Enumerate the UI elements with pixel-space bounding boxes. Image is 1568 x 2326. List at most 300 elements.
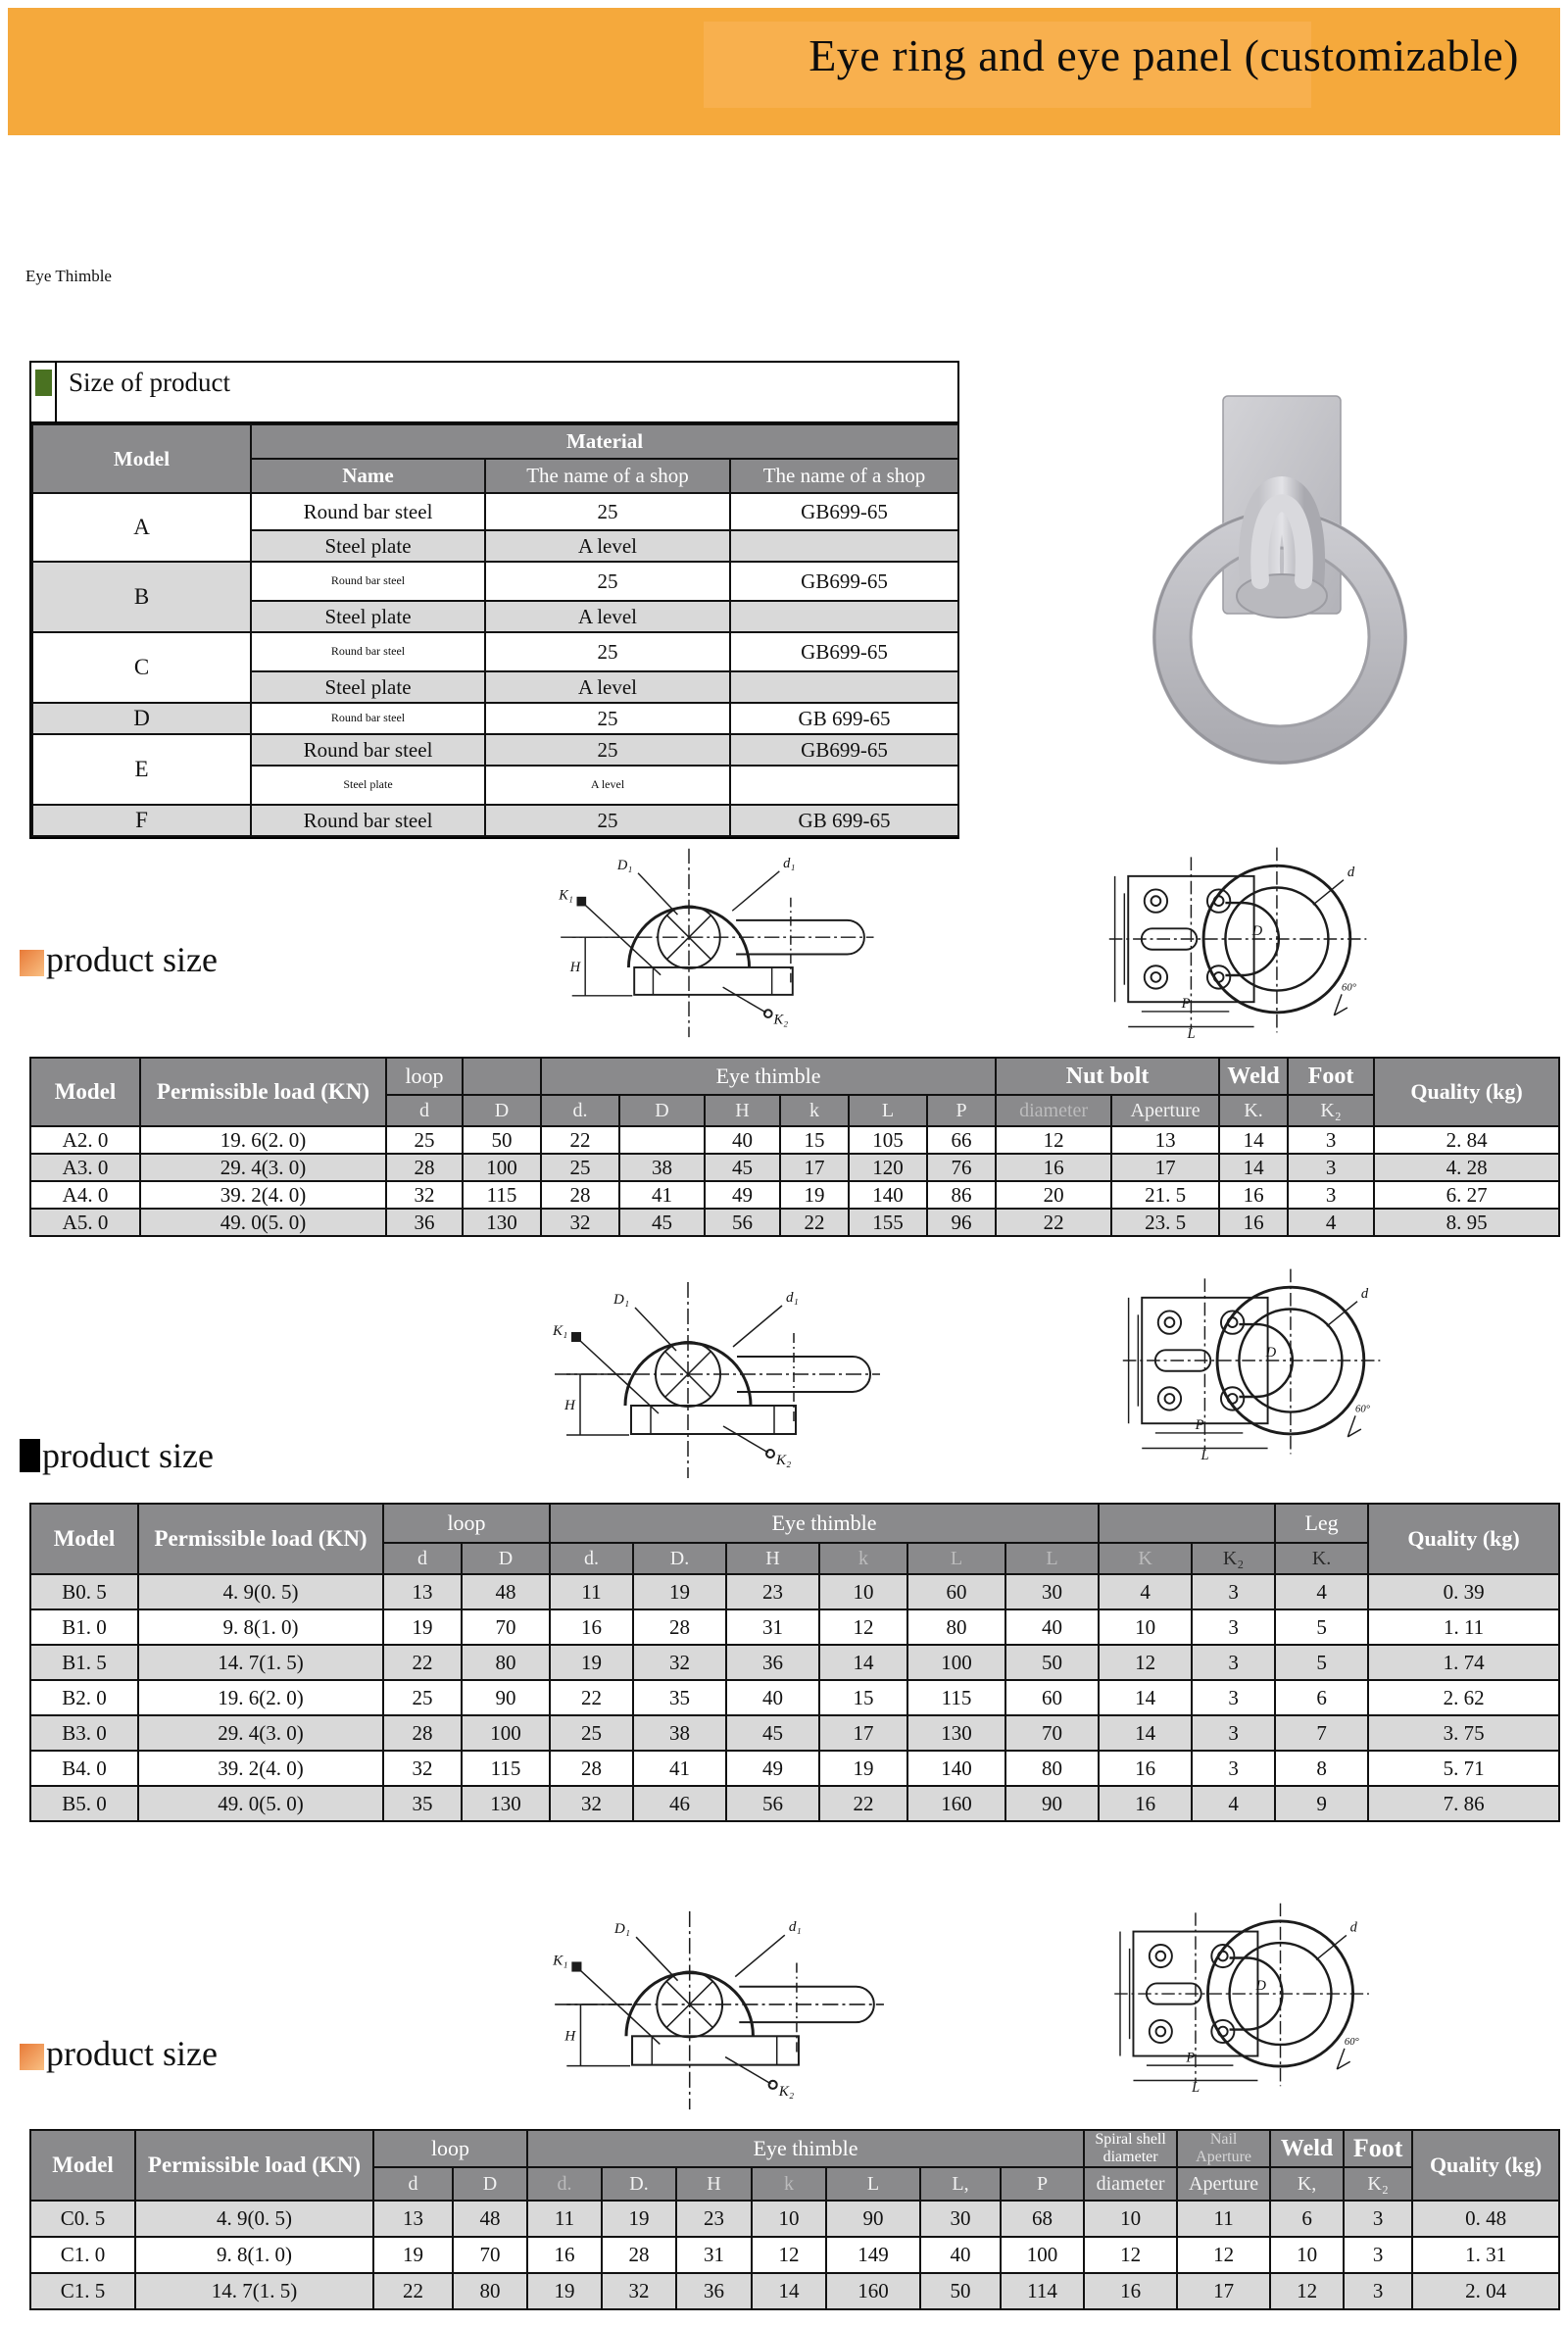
table-row bbox=[30, 1751, 1559, 1786]
value-cell: 80 bbox=[453, 2273, 527, 2309]
value-cell: 32 bbox=[550, 1786, 633, 1821]
value-cell: 96 bbox=[927, 1209, 996, 1236]
size-of-product-title: Size of product bbox=[69, 368, 230, 397]
value-cell: 9. 8(1. 0) bbox=[135, 2237, 373, 2273]
table-row bbox=[32, 632, 958, 671]
sub-column-header: H bbox=[705, 1095, 780, 1126]
spec-table-b-models bbox=[29, 1503, 1560, 1822]
value-cell: 22 bbox=[541, 1126, 619, 1154]
sub-column-header: K₂ bbox=[1344, 2167, 1412, 2201]
value-cell: Round bar steel bbox=[251, 493, 485, 530]
value-cell: Round bar steel bbox=[251, 632, 485, 671]
table-row bbox=[32, 734, 958, 766]
value-cell: 50 bbox=[463, 1126, 541, 1154]
dim-label-d1-lower: d₁ bbox=[788, 1918, 802, 1936]
value-cell: 7 bbox=[1275, 1715, 1368, 1751]
value-cell: 68 bbox=[1001, 2201, 1084, 2237]
technical-drawing-front-view bbox=[1102, 1896, 1386, 2094]
value-cell: 21. 5 bbox=[1111, 1181, 1219, 1209]
value-cell: 3 bbox=[1344, 2237, 1412, 2273]
value-cell: 16 bbox=[996, 1154, 1111, 1181]
value-cell: 12 bbox=[819, 1609, 907, 1645]
value-cell: 115 bbox=[463, 1181, 541, 1209]
table-row bbox=[30, 1645, 1559, 1680]
value-cell: 100 bbox=[463, 1154, 541, 1181]
value-cell: 14 bbox=[752, 2273, 826, 2309]
group-header bbox=[463, 1058, 541, 1095]
value-cell: 40 bbox=[705, 1126, 780, 1154]
value-cell: 9. 8(1. 0) bbox=[138, 1609, 383, 1645]
value-cell: 20 bbox=[996, 1181, 1111, 1209]
sub-column-header: d bbox=[386, 1095, 463, 1126]
permissible-load-header: Permissible load (KN) bbox=[135, 2130, 373, 2201]
value-cell: 14. 7(1. 5) bbox=[138, 1645, 383, 1680]
value-cell: 56 bbox=[726, 1786, 819, 1821]
value-cell: 160 bbox=[907, 1786, 1005, 1821]
group-header: Weld bbox=[1270, 2130, 1344, 2167]
table-row bbox=[30, 1786, 1559, 1821]
black-square-icon bbox=[20, 1439, 40, 1472]
value-cell: 4 bbox=[1275, 1574, 1368, 1609]
value-cell: 3 bbox=[1344, 2201, 1412, 2237]
value-cell: 45 bbox=[726, 1715, 819, 1751]
quality-header: Quality (kg) bbox=[1412, 2130, 1559, 2201]
value-cell: 3 bbox=[1192, 1751, 1275, 1786]
value-cell: 28 bbox=[633, 1609, 726, 1645]
value-cell: 25 bbox=[485, 703, 730, 734]
value-cell: 45 bbox=[705, 1154, 780, 1181]
value-cell: 28 bbox=[602, 2237, 676, 2273]
value-cell: GB699-65 bbox=[730, 632, 958, 671]
value-cell: 1. 11 bbox=[1368, 1609, 1559, 1645]
value-cell: 130 bbox=[462, 1786, 550, 1821]
group-header bbox=[1099, 1504, 1275, 1543]
value-cell: 50 bbox=[1005, 1645, 1099, 1680]
dim-label-k2: K₂ bbox=[773, 1012, 789, 1028]
value-cell: 14 bbox=[819, 1645, 907, 1680]
value-cell: 8 bbox=[1275, 1751, 1368, 1786]
value-cell: 120 bbox=[849, 1154, 927, 1181]
table-row bbox=[32, 562, 958, 601]
dim-label-D: D bbox=[1255, 1978, 1266, 1995]
value-cell: 9 bbox=[1275, 1786, 1368, 1821]
value-cell: 7. 86 bbox=[1368, 1786, 1559, 1821]
value-cell: 28 bbox=[383, 1715, 462, 1751]
value-cell: 36 bbox=[386, 1209, 463, 1236]
sub-column-header: D. bbox=[633, 1543, 726, 1574]
value-cell: 140 bbox=[907, 1751, 1005, 1786]
spec-table-a-models bbox=[29, 1057, 1560, 1237]
value-cell: 45 bbox=[619, 1209, 705, 1236]
value-cell: 32 bbox=[633, 1645, 726, 1680]
value-cell: 23. 5 bbox=[1111, 1209, 1219, 1236]
technical-drawing-side-view bbox=[541, 1264, 886, 1494]
dim-label-d1-upper: D₁ bbox=[613, 1292, 630, 1308]
value-cell: 22 bbox=[819, 1786, 907, 1821]
value-cell: 86 bbox=[927, 1181, 996, 1209]
value-cell: 11 bbox=[1177, 2201, 1270, 2237]
value-cell: 10 bbox=[1270, 2237, 1344, 2273]
value-cell: 10 bbox=[819, 1574, 907, 1609]
value-cell: 28 bbox=[550, 1751, 633, 1786]
model-cell: B bbox=[32, 562, 251, 632]
dim-label-h: H bbox=[564, 1398, 575, 1413]
shop-header: The name of a shop bbox=[730, 459, 958, 493]
value-cell: 10 bbox=[752, 2201, 826, 2237]
model-column-header: Model bbox=[30, 1504, 138, 1574]
value-cell: 5 bbox=[1275, 1645, 1368, 1680]
quality-header: Quality (kg) bbox=[1368, 1504, 1559, 1574]
value-cell: 25 bbox=[485, 805, 730, 836]
value-cell: 22 bbox=[780, 1209, 849, 1236]
model-cell: B3. 0 bbox=[30, 1715, 138, 1751]
value-cell: 22 bbox=[550, 1680, 633, 1715]
value-cell: 14 bbox=[1219, 1126, 1288, 1154]
value-cell: 36 bbox=[676, 2273, 752, 2309]
table-row bbox=[30, 1574, 1559, 1609]
value-cell: 140 bbox=[849, 1181, 927, 1209]
value-cell: 40 bbox=[1005, 1609, 1099, 1645]
value-cell: 25 bbox=[541, 1154, 619, 1181]
group-header: Foot bbox=[1288, 1058, 1374, 1095]
value-cell: 12 bbox=[1270, 2273, 1344, 2309]
value-cell: 13 bbox=[1111, 1126, 1219, 1154]
value-cell: 76 bbox=[927, 1154, 996, 1181]
dim-label-k2: K₂ bbox=[778, 2082, 795, 2100]
value-cell: 1. 74 bbox=[1368, 1645, 1559, 1680]
subtitle-eye-thimble: Eye Thimble bbox=[25, 267, 112, 285]
value-cell: 39. 2(4. 0) bbox=[138, 1751, 383, 1786]
value-cell: 25 bbox=[485, 493, 730, 530]
model-cell: A2. 0 bbox=[30, 1126, 140, 1154]
value-cell: 19 bbox=[819, 1751, 907, 1786]
value-cell bbox=[730, 766, 958, 805]
dim-label-P: P bbox=[1195, 1417, 1204, 1434]
value-cell: 40 bbox=[920, 2237, 1001, 2273]
sub-column-header: L bbox=[849, 1095, 927, 1126]
product-photo bbox=[1137, 384, 1423, 776]
value-cell: 38 bbox=[619, 1154, 705, 1181]
value-cell: 60 bbox=[907, 1574, 1005, 1609]
dim-label-h: H bbox=[569, 959, 581, 975]
value-cell: 115 bbox=[462, 1751, 550, 1786]
value-cell: 28 bbox=[386, 1154, 463, 1181]
value-cell: 49. 0(5. 0) bbox=[138, 1786, 383, 1821]
model-cell: C bbox=[32, 632, 251, 703]
material-header: Material bbox=[251, 424, 958, 459]
size-of-product-block bbox=[29, 361, 959, 839]
group-header: Eye thimble bbox=[541, 1058, 996, 1095]
value-cell: 19 bbox=[602, 2201, 676, 2237]
technical-drawing-front-view bbox=[1102, 839, 1378, 1041]
name-header: Name bbox=[251, 459, 485, 493]
value-cell: 22 bbox=[996, 1209, 1111, 1236]
model-cell: B1. 0 bbox=[30, 1609, 138, 1645]
dim-label-d: d bbox=[1347, 864, 1355, 880]
technical-drawing-front-view bbox=[1115, 1261, 1392, 1462]
orange-square-icon bbox=[20, 2044, 44, 2070]
dim-label-angle: 60° bbox=[1344, 2036, 1359, 2048]
value-cell: 4. 9(0. 5) bbox=[138, 1574, 383, 1609]
value-cell: 23 bbox=[676, 2201, 752, 2237]
value-cell: 19 bbox=[383, 1609, 462, 1645]
value-cell: A level bbox=[485, 671, 730, 703]
value-cell: 70 bbox=[453, 2237, 527, 2273]
dim-label-angle: 60° bbox=[1342, 981, 1357, 994]
model-cell: B1. 5 bbox=[30, 1645, 138, 1680]
value-cell bbox=[730, 601, 958, 632]
value-cell: A level bbox=[485, 601, 730, 632]
sub-column-header: d. bbox=[541, 1095, 619, 1126]
dim-label-L: L bbox=[1187, 1026, 1196, 1041]
dim-label-P: P bbox=[1186, 2050, 1196, 2066]
value-cell: 49. 0(5. 0) bbox=[140, 1209, 386, 1236]
value-cell: 130 bbox=[463, 1209, 541, 1236]
value-cell: 30 bbox=[1005, 1574, 1099, 1609]
value-cell: 25 bbox=[550, 1715, 633, 1751]
value-cell: 25 bbox=[383, 1680, 462, 1715]
dim-label-k2: K₂ bbox=[776, 1453, 792, 1468]
value-cell: 6 bbox=[1275, 1680, 1368, 1715]
sub-column-header: L, bbox=[920, 2167, 1001, 2201]
technical-drawing-side-view bbox=[541, 843, 886, 1041]
table-row bbox=[32, 493, 958, 530]
value-cell: 6 bbox=[1270, 2201, 1344, 2237]
value-cell: 11 bbox=[550, 1574, 633, 1609]
table-row bbox=[30, 2201, 1559, 2237]
value-cell bbox=[730, 671, 958, 703]
value-cell: 19 bbox=[550, 1645, 633, 1680]
dim-label-angle: 60° bbox=[1355, 1403, 1371, 1415]
dim-label-d: d bbox=[1360, 1285, 1369, 1302]
eye-ring-photo-graphic bbox=[1137, 384, 1423, 776]
value-cell: Round bar steel bbox=[251, 703, 485, 734]
value-cell: 4 bbox=[1288, 1209, 1374, 1236]
sub-column-header: L bbox=[826, 2167, 920, 2201]
sub-column-header: P bbox=[1001, 2167, 1084, 2201]
value-cell: 49 bbox=[705, 1181, 780, 1209]
group-header-line: diameter bbox=[1102, 2149, 1158, 2165]
value-cell: 46 bbox=[633, 1786, 726, 1821]
value-cell: 16 bbox=[1099, 1751, 1192, 1786]
value-cell: Steel plate bbox=[251, 671, 485, 703]
sub-column-header: D bbox=[462, 1543, 550, 1574]
value-cell: 16 bbox=[1219, 1209, 1288, 1236]
sub-column-header: D bbox=[453, 2167, 527, 2201]
model-cell: C1. 0 bbox=[30, 2237, 135, 2273]
sub-column-header: k bbox=[752, 2167, 826, 2201]
value-cell: 4 bbox=[1192, 1786, 1275, 1821]
value-cell: A level bbox=[485, 530, 730, 562]
group-header-line: Nail bbox=[1209, 2131, 1238, 2148]
value-cell: 29. 4(3. 0) bbox=[138, 1715, 383, 1751]
model-cell: A bbox=[32, 493, 251, 562]
model-column-header: Model bbox=[30, 2130, 135, 2201]
value-cell: 8. 95 bbox=[1374, 1209, 1559, 1236]
sub-column-header: L bbox=[1005, 1543, 1099, 1574]
model-cell: A4. 0 bbox=[30, 1181, 140, 1209]
value-cell: 39. 2(4. 0) bbox=[140, 1181, 386, 1209]
size-title-row bbox=[31, 363, 957, 423]
technical-drawing-side-view bbox=[541, 1902, 890, 2117]
value-cell: 10 bbox=[1084, 2201, 1177, 2237]
table-row bbox=[30, 1126, 1559, 1154]
sub-column-header: diameter bbox=[996, 1095, 1111, 1126]
sub-column-header: K. bbox=[1275, 1543, 1368, 1574]
value-cell: 155 bbox=[849, 1209, 927, 1236]
value-cell: 35 bbox=[383, 1786, 462, 1821]
value-cell: 80 bbox=[462, 1645, 550, 1680]
value-cell: 90 bbox=[1005, 1786, 1099, 1821]
value-cell: 3 bbox=[1288, 1181, 1374, 1209]
sub-column-header: k bbox=[780, 1095, 849, 1126]
value-cell: 15 bbox=[780, 1126, 849, 1154]
value-cell: 17 bbox=[1111, 1154, 1219, 1181]
value-cell: 19 bbox=[633, 1574, 726, 1609]
value-cell: 80 bbox=[1005, 1751, 1099, 1786]
value-cell: Round bar steel bbox=[251, 562, 485, 601]
value-cell: 31 bbox=[726, 1609, 819, 1645]
sub-column-header: P bbox=[927, 1095, 996, 1126]
model-cell: F bbox=[32, 805, 251, 836]
dim-label-k1: K₁ bbox=[553, 1952, 568, 1969]
sub-column-header: K₂ bbox=[1288, 1095, 1374, 1126]
sub-column-header: k bbox=[819, 1543, 907, 1574]
dim-label-h: H bbox=[564, 2027, 576, 2045]
model-cell: B2. 0 bbox=[30, 1680, 138, 1715]
value-cell: Steel plate bbox=[251, 601, 485, 632]
value-cell: 66 bbox=[927, 1126, 996, 1154]
group-header-line: Aperture bbox=[1196, 2149, 1252, 2165]
dim-label-k1: K₁ bbox=[559, 887, 573, 904]
group-header: loop bbox=[373, 2130, 527, 2167]
sub-column-header: D. bbox=[602, 2167, 676, 2201]
value-cell: 25 bbox=[485, 562, 730, 601]
value-cell: 3 bbox=[1288, 1154, 1374, 1181]
group-header: loop bbox=[386, 1058, 463, 1095]
dim-label-L: L bbox=[1192, 2080, 1200, 2094]
value-cell: 130 bbox=[907, 1715, 1005, 1751]
value-cell: 14 bbox=[1219, 1154, 1288, 1181]
table-row bbox=[30, 1181, 1559, 1209]
group-header: Weld bbox=[1219, 1058, 1288, 1095]
value-cell: 14 bbox=[1099, 1715, 1192, 1751]
value-cell bbox=[730, 530, 958, 562]
shop-header: The name of a shop bbox=[485, 459, 730, 493]
value-cell: 32 bbox=[541, 1209, 619, 1236]
value-cell: 3 bbox=[1344, 2273, 1412, 2309]
table-row bbox=[30, 2273, 1559, 2309]
value-cell: 36 bbox=[726, 1645, 819, 1680]
value-cell: 49 bbox=[726, 1751, 819, 1786]
sub-column-header: L bbox=[907, 1543, 1005, 1574]
value-cell: Steel plate bbox=[251, 530, 485, 562]
model-cell: B4. 0 bbox=[30, 1751, 138, 1786]
value-cell: 149 bbox=[826, 2237, 920, 2273]
value-cell: 56 bbox=[705, 1209, 780, 1236]
value-cell: 19 bbox=[373, 2237, 453, 2273]
value-cell: 2. 84 bbox=[1374, 1126, 1559, 1154]
group-header: Foot bbox=[1344, 2130, 1412, 2167]
dim-label-d1-upper: D₁ bbox=[616, 857, 633, 873]
model-cell: C0. 5 bbox=[30, 2201, 135, 2237]
size-of-product-table bbox=[31, 423, 959, 837]
dim-label-d1-lower: d₁ bbox=[783, 856, 796, 872]
sub-column-header: Aperture bbox=[1111, 1095, 1219, 1126]
spec-table-c-models bbox=[29, 2129, 1560, 2310]
value-cell: GB699-65 bbox=[730, 734, 958, 766]
value-cell: GB699-65 bbox=[730, 562, 958, 601]
value-cell: 115 bbox=[907, 1680, 1005, 1715]
dim-label-D: D bbox=[1251, 923, 1263, 940]
value-cell: 16 bbox=[1219, 1181, 1288, 1209]
permissible-load-header: Permissible load (KN) bbox=[138, 1504, 383, 1574]
value-cell: 11 bbox=[527, 2201, 602, 2237]
sub-column-header: K₂ bbox=[1192, 1543, 1275, 1574]
value-cell: 48 bbox=[462, 1574, 550, 1609]
dim-label-d: d bbox=[1349, 1919, 1357, 1936]
group-header bbox=[1177, 2130, 1270, 2167]
group-header: loop bbox=[383, 1504, 550, 1543]
value-cell: 14 bbox=[1099, 1680, 1192, 1715]
table-row bbox=[30, 1680, 1559, 1715]
sub-column-header: d bbox=[383, 1543, 462, 1574]
dim-label-d1-upper: D₁ bbox=[613, 1920, 631, 1938]
table-row bbox=[32, 805, 958, 836]
group-header: Nut bolt bbox=[996, 1058, 1219, 1095]
value-cell: 41 bbox=[633, 1751, 726, 1786]
value-cell: 17 bbox=[780, 1154, 849, 1181]
value-cell: 38 bbox=[633, 1715, 726, 1751]
sub-column-header: d. bbox=[527, 2167, 602, 2201]
value-cell: 22 bbox=[373, 2273, 453, 2309]
group-header: Leg bbox=[1275, 1504, 1368, 1543]
value-cell: 3 bbox=[1192, 1715, 1275, 1751]
table-row bbox=[30, 2237, 1559, 2273]
model-cell: A5. 0 bbox=[30, 1209, 140, 1236]
value-cell bbox=[619, 1126, 705, 1154]
value-cell: 3 bbox=[1192, 1645, 1275, 1680]
section-heading-3 bbox=[20, 2034, 218, 2073]
value-cell: 3 bbox=[1192, 1609, 1275, 1645]
value-cell: 16 bbox=[527, 2237, 602, 2273]
table-row bbox=[30, 1715, 1559, 1751]
value-cell: 6. 27 bbox=[1374, 1181, 1559, 1209]
sub-column-header: diameter bbox=[1084, 2167, 1177, 2201]
value-cell: 15 bbox=[819, 1680, 907, 1715]
value-cell: 29. 4(3. 0) bbox=[140, 1154, 386, 1181]
value-cell: 0. 39 bbox=[1368, 1574, 1559, 1609]
value-cell: 31 bbox=[676, 2237, 752, 2273]
value-cell: GB699-65 bbox=[730, 493, 958, 530]
sub-column-header: d bbox=[373, 2167, 453, 2201]
table-row bbox=[30, 1209, 1559, 1236]
sub-column-header: D bbox=[463, 1095, 541, 1126]
value-cell: 16 bbox=[1099, 1786, 1192, 1821]
value-cell: 3. 75 bbox=[1368, 1715, 1559, 1751]
table-row bbox=[30, 1154, 1559, 1181]
value-cell: 3 bbox=[1288, 1126, 1374, 1154]
value-cell: 90 bbox=[462, 1680, 550, 1715]
value-cell: 41 bbox=[619, 1181, 705, 1209]
value-cell: 100 bbox=[907, 1645, 1005, 1680]
section-heading-label: product size bbox=[46, 940, 218, 979]
sub-column-header: K bbox=[1099, 1543, 1192, 1574]
value-cell: 114 bbox=[1001, 2273, 1084, 2309]
sub-column-header: H bbox=[726, 1543, 819, 1574]
section-heading-label: product size bbox=[46, 2034, 218, 2073]
value-cell: 3 bbox=[1192, 1680, 1275, 1715]
